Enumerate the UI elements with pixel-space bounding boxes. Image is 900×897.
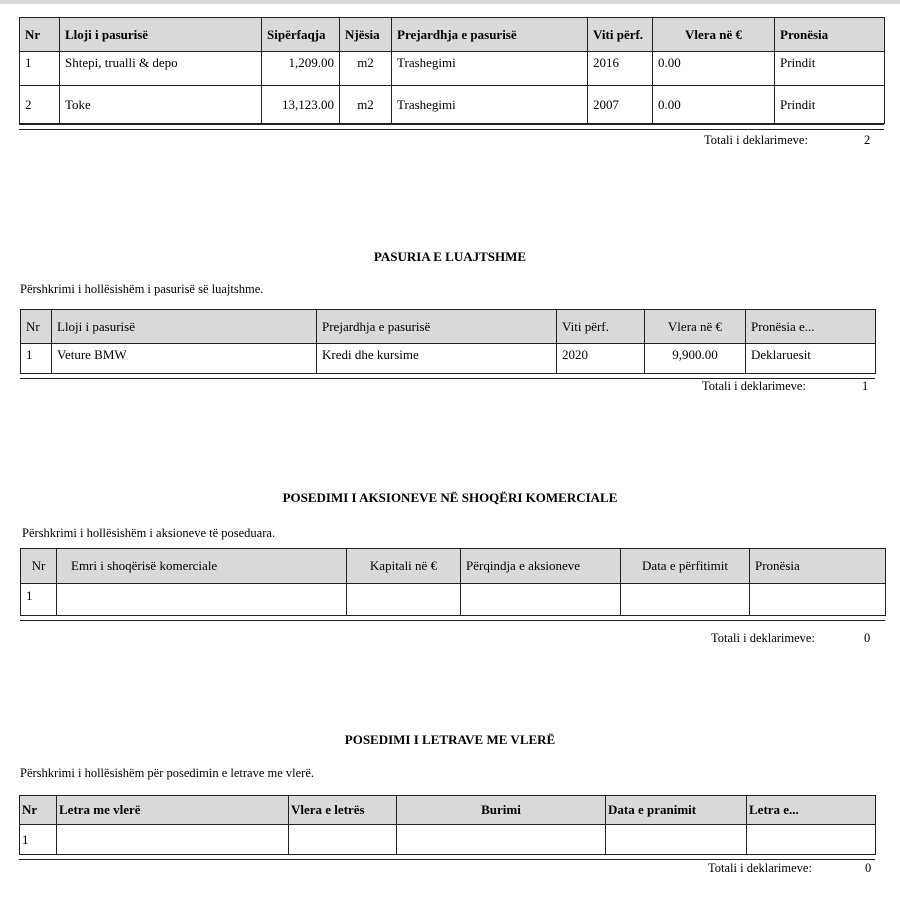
cell-percentage <box>461 584 621 616</box>
col-header-percentage: Përqindja e aksioneve <box>461 549 621 584</box>
table-row <box>21 344 876 374</box>
shares-total <box>711 631 876 646</box>
col-header-source: Burimi <box>397 796 606 825</box>
cell-date <box>606 825 747 855</box>
table-header-row <box>21 310 876 344</box>
cell-value: 0.00 <box>653 86 775 124</box>
total-value: 0 <box>864 631 871 645</box>
col-header-year: Viti përf. <box>557 310 645 344</box>
col-header-type: Lloji i pasurisë <box>52 310 317 344</box>
col-header-value: Vlera në € <box>653 18 775 52</box>
cell-value <box>289 825 397 855</box>
cell-nr: 1 <box>21 344 52 374</box>
table-bottom-rule <box>19 124 884 130</box>
table-row <box>21 584 886 616</box>
cell-ownership: Prindit <box>775 86 885 124</box>
movable-total <box>702 379 872 394</box>
cell-unit: m2 <box>340 52 392 86</box>
cell-date <box>621 584 750 616</box>
table-row <box>20 52 885 86</box>
col-header-value: Vlera e letrës <box>289 796 397 825</box>
securities-total <box>708 861 878 876</box>
col-header-nr: Nr <box>21 310 52 344</box>
col-header-unit: Njësia <box>340 18 392 52</box>
section-heading-securities: POSEDIMI I LETRAVE ME VLERË <box>344 732 556 747</box>
col-header-company: Emri i shoqërisë komerciale <box>57 549 347 584</box>
movable-property-table <box>20 309 876 374</box>
cell-nr: 1 <box>21 584 57 616</box>
col-header-ownership: Pronësia e... <box>746 310 876 344</box>
cell-nr: 1 <box>20 825 57 855</box>
cell-value: 9,900.00 <box>645 344 746 374</box>
total-label: Totali i deklarimeve: <box>704 133 808 147</box>
table-header-row <box>20 796 876 825</box>
cell-year: 2007 <box>588 86 653 124</box>
total-label: Totali i deklarimeve: <box>708 861 812 875</box>
cell-ownership: Deklaruesit <box>746 344 876 374</box>
col-header-value: Vlera në € <box>645 310 746 344</box>
cell-area: 13,123.00 <box>262 86 340 124</box>
cell-area: 1,209.00 <box>262 52 340 86</box>
cell-capital <box>347 584 461 616</box>
cell-year: 2016 <box>588 52 653 86</box>
table-bottom-rule <box>20 615 885 621</box>
table-header-row <box>21 549 886 584</box>
cell-value: 0.00 <box>653 52 775 86</box>
col-header-date: Data e përfitimit <box>621 549 750 584</box>
page-top-edge <box>0 0 900 4</box>
section-heading-movable: PASURIA E LUAJTSHME <box>373 249 527 264</box>
securities-table <box>19 795 876 855</box>
cell-type: Veture BMW <box>52 344 317 374</box>
col-header-origin: Prejardhja e pasurisë <box>392 18 588 52</box>
section-description-movable: Përshkrimi i hollësishëm i pasurisë së luajtshme. <box>20 282 264 296</box>
section-description-securities: Përshkrimi i hollësishëm për posedimin e letrave me vlerë. <box>20 766 315 780</box>
total-value: 1 <box>862 379 869 393</box>
table-row <box>20 825 876 855</box>
table-row <box>20 86 885 124</box>
cell-ownership: Prindit <box>775 52 885 86</box>
cell-ownership <box>750 584 886 616</box>
col-header-ownership: Pronësia <box>775 18 885 52</box>
cell-security <box>57 825 289 855</box>
total-label: Totali i deklarimeve: <box>702 379 806 393</box>
cell-company <box>57 584 347 616</box>
col-header-nr: Nr <box>20 18 60 52</box>
cell-nr: 2 <box>20 86 60 124</box>
cell-type: Shtepi, trualli & depo <box>60 52 262 86</box>
cell-origin: Kredi dhe kursime <box>317 344 557 374</box>
col-header-nr: Nr <box>21 549 57 584</box>
cell-nr: 1 <box>20 52 60 86</box>
cell-year: 2020 <box>557 344 645 374</box>
cell-unit: m2 <box>340 86 392 124</box>
col-header-capital: Kapitali në € <box>347 549 461 584</box>
col-header-nr: Nr <box>20 796 57 825</box>
col-header-origin: Prejardhja e pasurisë <box>317 310 557 344</box>
section-heading-shares: POSEDIMI I AKSIONEVE NË SHOQËRI KOMERCIALE <box>282 490 618 505</box>
total-label: Totali i deklarimeve: <box>711 631 815 645</box>
col-header-type: Letra e... <box>747 796 876 825</box>
cell-source <box>397 825 606 855</box>
col-header-date: Data e pranimit <box>606 796 747 825</box>
shares-table <box>20 548 886 616</box>
col-header-ownership: Pronësia <box>750 549 886 584</box>
total-value: 0 <box>865 861 872 875</box>
col-header-type: Lloji i pasurisë <box>60 18 262 52</box>
col-header-area: Sipërfaqja <box>262 18 340 52</box>
cell-type: Toke <box>60 86 262 124</box>
col-header-security: Letra me vlerë <box>57 796 289 825</box>
total-value: 2 <box>864 133 871 147</box>
cell-origin: Trashegimi <box>392 52 588 86</box>
col-header-year: Viti përf. <box>588 18 653 52</box>
immovable-total <box>704 133 874 148</box>
cell-origin: Trashegimi <box>392 86 588 124</box>
immovable-property-table <box>19 17 885 124</box>
cell-type <box>747 825 876 855</box>
table-header-row <box>20 18 885 52</box>
section-description-shares: Përshkrimi i hollësishëm i aksioneve të poseduara. <box>22 526 276 540</box>
table-bottom-rule <box>19 854 875 860</box>
